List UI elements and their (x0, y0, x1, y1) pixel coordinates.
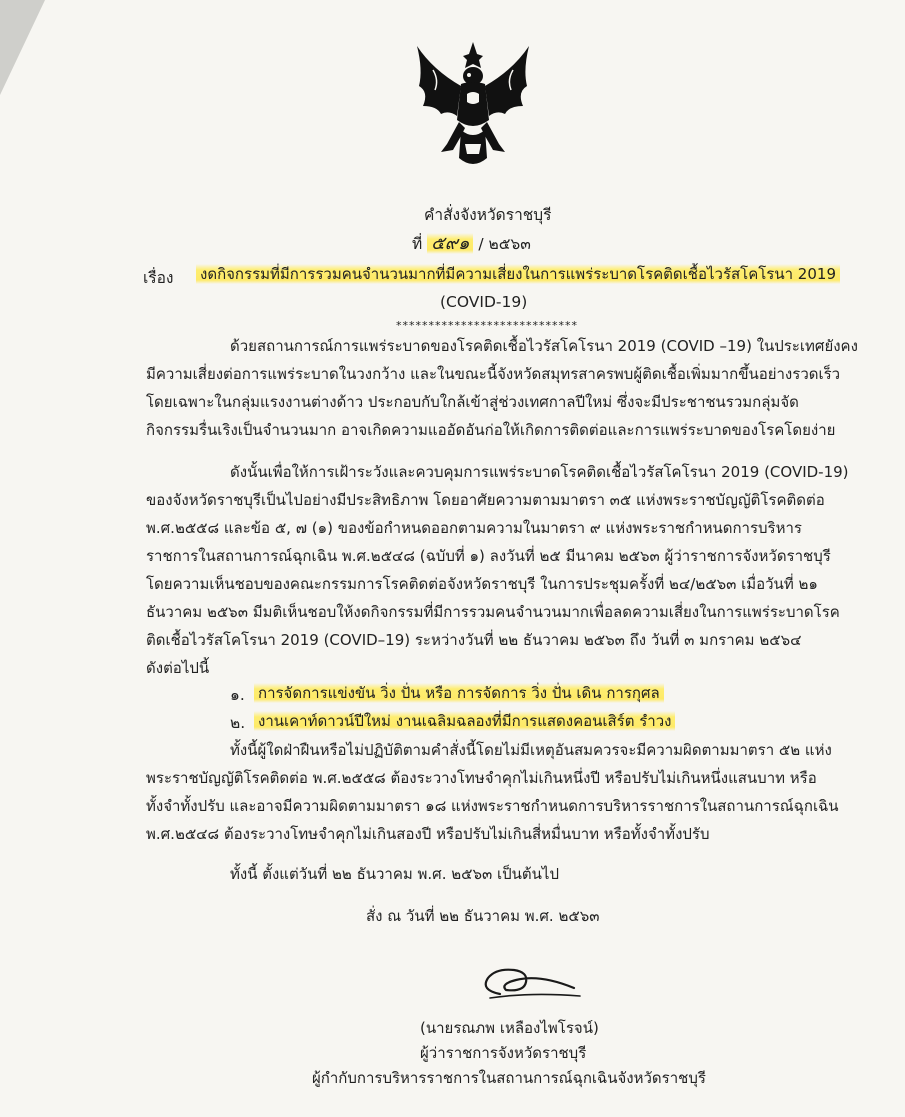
signatory-role: ผู้กำกับการบริหารราชการในสถานการณ์ฉุกเฉินจังหวัดราชบุรี (312, 1069, 706, 1087)
para2-line: ของจังหวัดราชบุรีเป็นไปอย่างมีประสิทธิภาพ โดยอาศัยความตามมาตรา ๓๕ แห่งพระราชบัญญัติโรคติดต่อ (146, 491, 825, 509)
para3-line: ทั้งนี้ผู้ใดฝ่าฝืนหรือไม่ปฏิบัติตามคำสั่งนี้โดยไม่มีเหตุอันสมควรจะมีความผิดตามมาตรา ๕๒ แห่ง (230, 741, 832, 759)
para1-line: มีความเสี่ยงต่อการแพร่ระบาดในวงกว้าง และในขณะนี้จังหวัดสมุทรสาครพบผู้ติดเชื้อเพิ่มมากขึ้นอย่างรวดเร็ว (146, 365, 841, 383)
list-item: การจัดการแข่งขัน วิ่ง ปั่น หรือ การจัดการ วิ่ง ปั่น เดิน การกุศล (254, 683, 664, 703)
order-number-prefix: ที่ (412, 235, 423, 253)
garuda-emblem-icon (413, 40, 533, 175)
subject-text-continued: (COVID-19) (440, 293, 528, 311)
para3-line: ทั้งจำทั้งปรับ และอาจมีความผิดตามมาตรา ๑๘ แห่งพระราชกำหนดการบริหารราชการในสถานการณ์ฉุกเฉิน (146, 797, 839, 815)
page-corner-shadow (0, 0, 45, 95)
para3-line: พระราชบัญญัติโรคติดต่อ พ.ศ.๒๕๕๘ ต้องระวางโทษจำคุกไม่เกินหนึ่งปี หรือปรับไม่เกินหนึ่งแสนบาท หรือ (146, 769, 817, 787)
para2-line: โดยความเห็นชอบของคณะกรรมการโรคติดต่อจังหวัดราชบุรี ในการประชุมครั้งที่ ๒๔/๒๕๖๓ เมื่อวันที่ ๒๑ (146, 575, 818, 593)
para2-line: ราชการในสถานการณ์ฉุกเฉิน พ.ศ.๒๕๔๘ (ฉบับที่ ๑) ลงวันที่ ๒๕ มีนาคม ๒๕๖๓ ผู้ว่าราชการจังหวัดราชบุรี (146, 547, 831, 565)
list-item-number: ๒. (230, 714, 246, 732)
divider-stars: **************************** (396, 319, 578, 332)
order-number-year: / ๒๕๖๓ (478, 235, 531, 253)
order-title: คำสั่งจังหวัดราชบุรี (424, 206, 552, 224)
para2-line: ดังนั้นเพื่อให้การเฝ้าระวังและควบคุมการแพร่ระบาดโรคติดเชื้อไวรัสโคโรนา 2019 (COVID-19) (230, 463, 849, 481)
para2-line: ดังต่อไปนี้ (146, 659, 210, 677)
subject-label: เรื่อง (143, 269, 174, 287)
subject-text: งดกิจกรรมที่มีการรวมคนจำนวนมากที่มีความเสี่ยงในการแพร่ระบาดโรคติดเชื้อไวรัสโคโรนา 2019 (196, 264, 840, 284)
effective-date: ทั้งนี้ ตั้งแต่วันที่ ๒๒ ธันวาคม พ.ศ. ๒๕๖๓ เป็นต้นไป (230, 865, 559, 883)
para1-line: กิจกรรมรื่นเริงเป็นจำนวนมาก อาจเกิดความแออัดอันก่อให้เกิดการติดต่อและการแพร่ระบาดของโรคโดยง่าย (146, 421, 836, 439)
order-number-handwritten: ๕๙๑ (427, 233, 473, 254)
signatory-name: (นายรณภพ เหลืองไพโรจน์) (420, 1019, 599, 1037)
para1-line: โดยเฉพาะในกลุ่มแรงงานต่างด้าว ประกอบกับใกล้เข้าสู่ช่วงเทศกาลปีใหม่ ซึ่งจะมีประชาชนรวมกลุ่มจัด (146, 393, 799, 411)
para2-line: ธันวาคม ๒๕๖๓ มีมติเห็นชอบให้งดกิจกรรมที่มีการรวมคนจำนวนมากเพื่อลดความเสี่ยงในการแพร่ระบาดโรค (146, 603, 840, 621)
para1-line: ด้วยสถานการณ์การแพร่ระบาดของโรคติดเชื้อไวรัสโคโรนา 2019 (COVID –19) ในประเทศยังคง (230, 337, 858, 355)
para2-line: ติดเชื้อไวรัสโคโรนา 2019 (COVID–19) ระหว่างวันที่ ๒๒ ธันวาคม ๒๕๖๓ ถึง วันที่ ๓ มกราคม ๒๕๖๔ (146, 631, 802, 649)
signatory-position: ผู้ว่าราชการจังหวัดราชบุรี (420, 1044, 587, 1062)
list-item-number: ๑. (230, 686, 245, 704)
list-item: งานเคาท์ดาวน์ปีใหม่ งานเฉลิมฉลองที่มีการแสดงคอนเสิร์ต รำวง (254, 711, 675, 731)
para2-line: พ.ศ.๒๕๕๘ และข้อ ๕, ๗ (๑) ของข้อกำหนดออกตามความในมาตรา ๙ แห่งพระราชกำหนดการบริหาร (146, 519, 802, 537)
ordered-date: สั่ง ณ วันที่ ๒๒ ธันวาคม พ.ศ. ๒๕๖๓ (366, 907, 600, 925)
order-number (412, 234, 531, 254)
handwritten-signature-icon (470, 948, 590, 1008)
para3-line: พ.ศ.๒๕๔๘ ต้องระวางโทษจำคุกไม่เกินสองปี หรือปรับไม่เกินสี่หมื่นบาท หรือทั้งจำทั้งปรับ (146, 825, 710, 843)
